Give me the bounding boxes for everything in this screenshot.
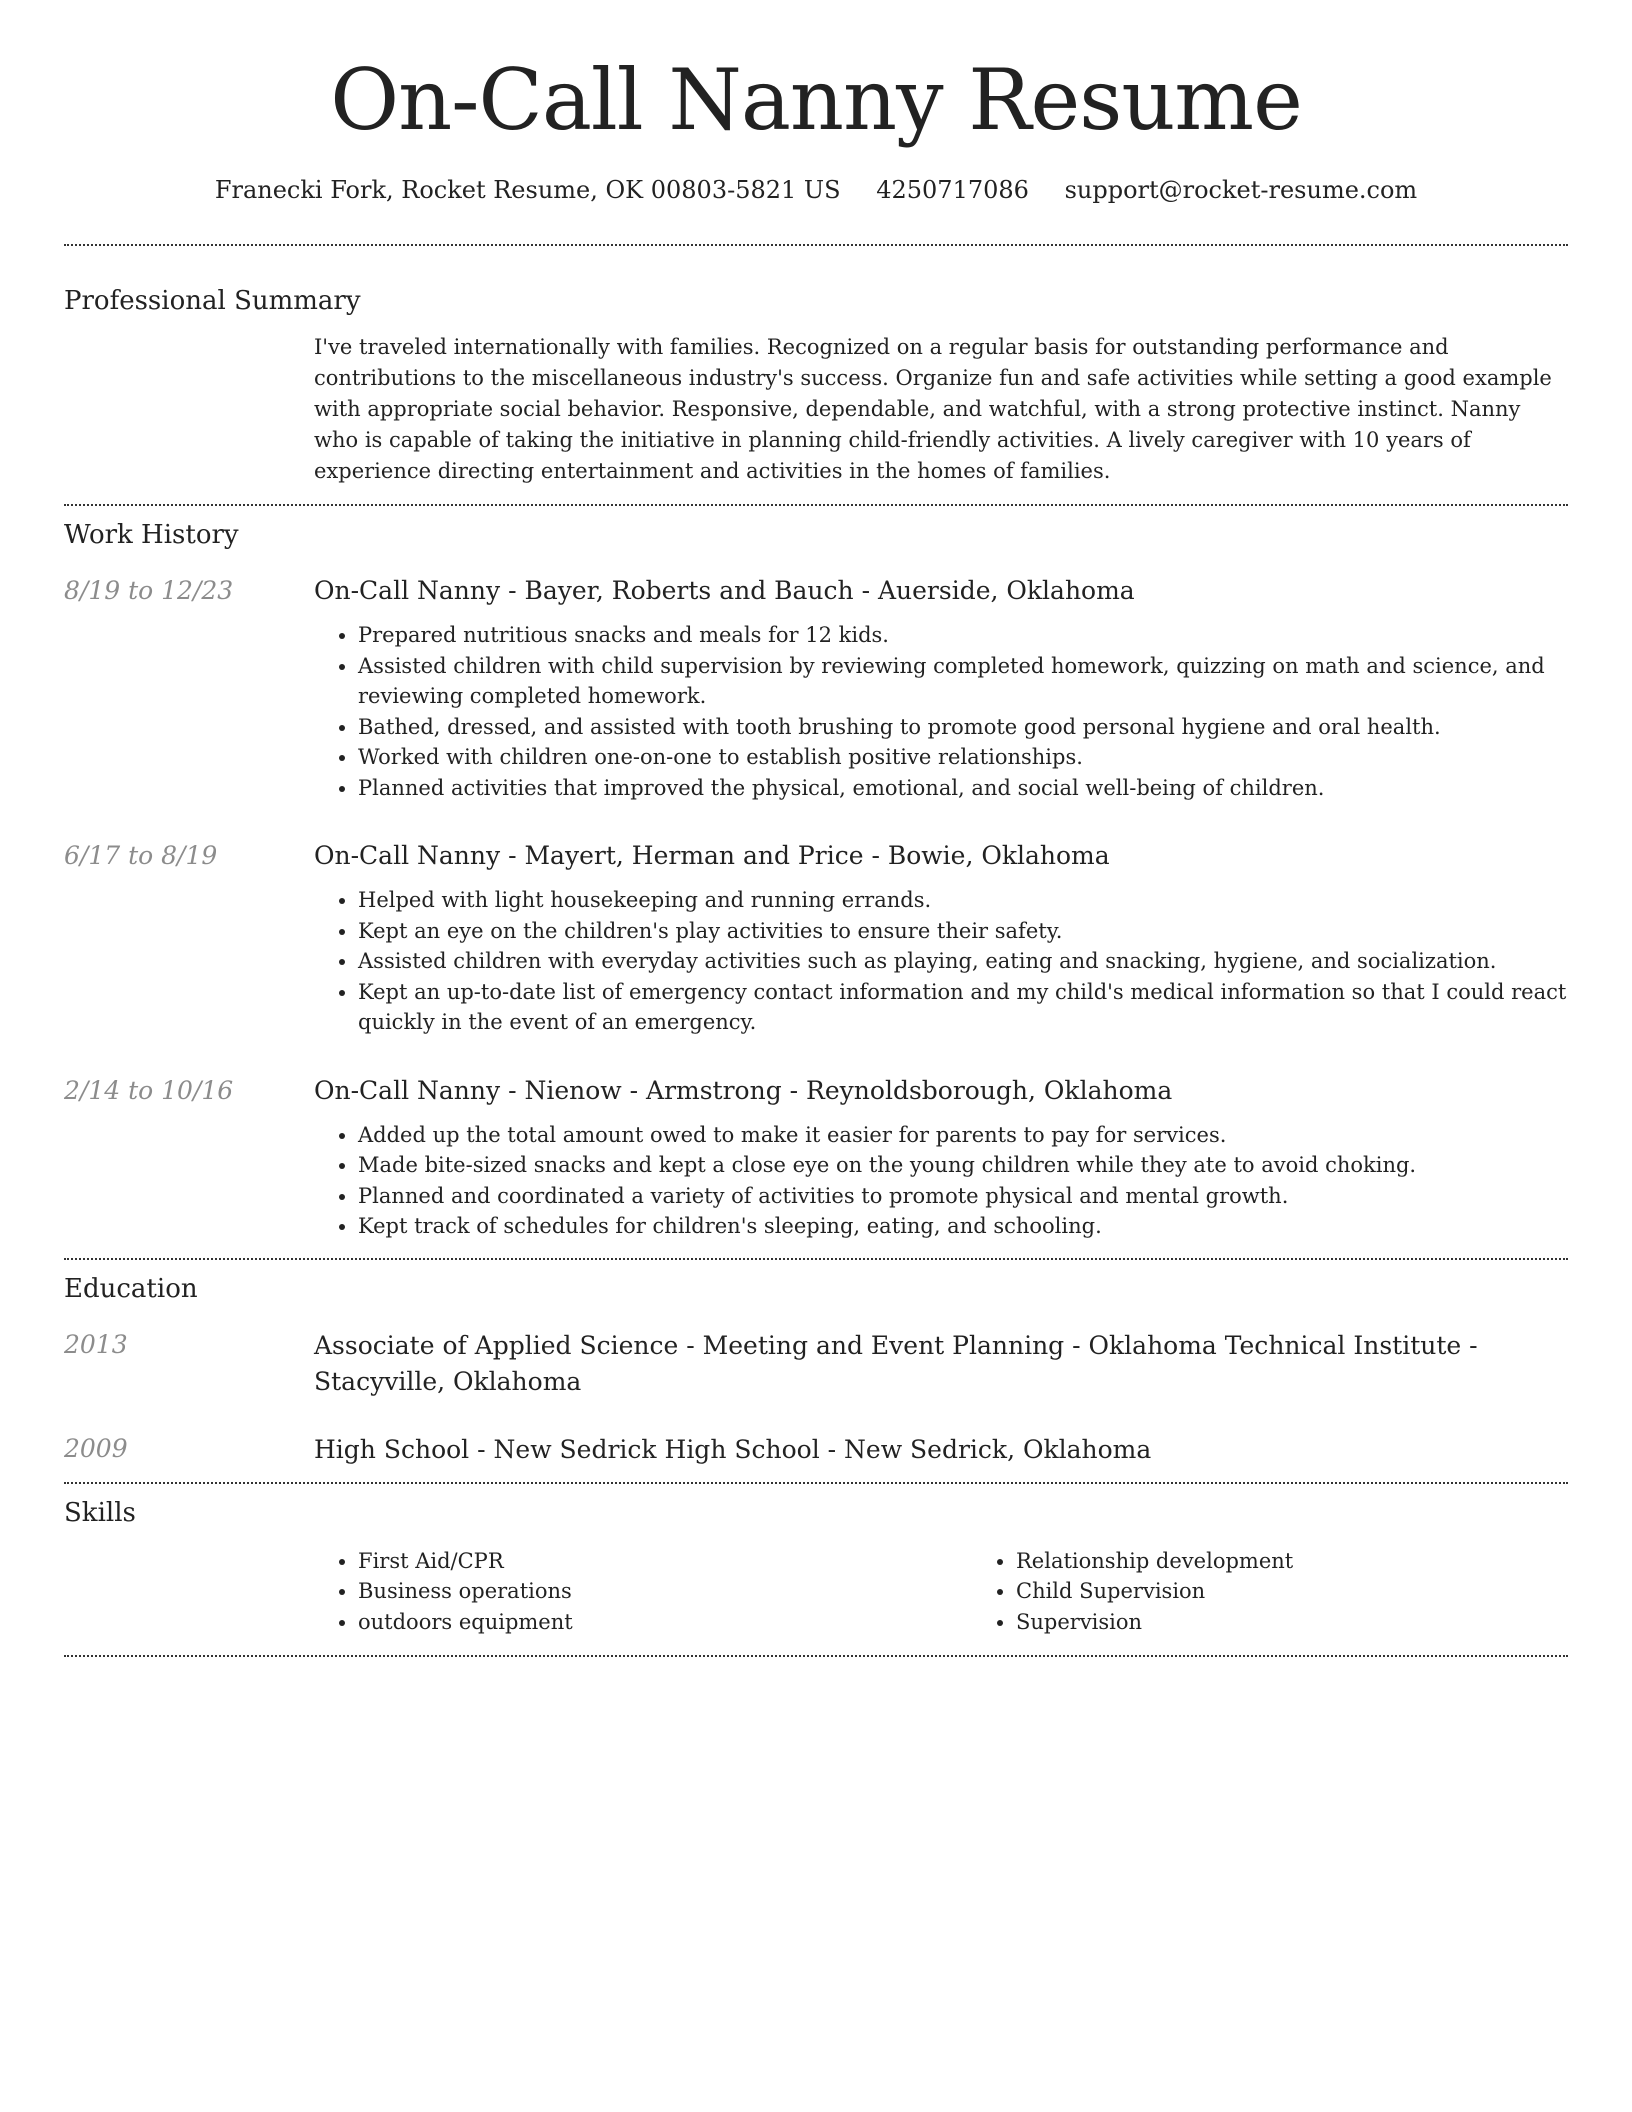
section-heading-education: Education: [64, 1273, 198, 1304]
list-item: • outdoors equipment: [358, 1607, 972, 1638]
list-item: • Assisted children with child supervision by reviewing completed homework, quizzing on math and science, and reviewing completed homework.: [358, 651, 1568, 712]
divider: [64, 244, 1568, 246]
job-title: On-Call Nanny - Mayert, Herman and Price - Bowie, Oklahoma: [314, 841, 1110, 870]
email: support@rocket-resume.com: [1064, 176, 1418, 204]
job-dates: 2/14 to 10/16: [64, 1075, 234, 1105]
degree-name: Associate of Applied Science - Meeting and Event Planning: [314, 1330, 1065, 1360]
list-item: • Made bite-sized snacks and kept a close eye on the young children while they ate to avoid choking.: [358, 1150, 1568, 1181]
skills-row: [64, 1546, 1568, 1638]
list-item: • Child Supervision: [1016, 1576, 1630, 1607]
education-title: [314, 1432, 1568, 1468]
list-item: • First Aid/CPR: [358, 1546, 972, 1577]
list-item: • Kept track of schedules for children's sleeping, eating, and schooling.: [358, 1211, 1568, 1242]
list-item: • Relationship development: [1016, 1546, 1630, 1577]
list-item: • Kept an up-to-date list of emergency contact information and my child's medical information so that I could react quickly in the event of an emergency.: [358, 977, 1568, 1038]
school-details: - New Sedrick High School - New Sedrick, Oklahoma: [469, 1434, 1152, 1464]
job-title: On-Call Nanny - Nienow - Armstrong - Reynoldsborough, Oklahoma: [314, 1075, 1173, 1105]
job-bullets: [314, 885, 1568, 1038]
contact-line: [64, 174, 1568, 206]
list-item: • Planned and coordinated a variety of activities to promote physical and mental growth.: [358, 1181, 1568, 1212]
divider: [64, 1655, 1568, 1657]
job-dates: 6/17 to 8/19: [64, 841, 218, 870]
phone: 4250717086: [876, 176, 1029, 204]
skills-list: [314, 1546, 1630, 1638]
list-item: • Supervision: [1016, 1607, 1630, 1638]
divider: [64, 1258, 1568, 1260]
list-item: • Planned activities that improved the physical, emotional, and social well-being of children.: [358, 773, 1568, 804]
list-item: • Added up the total amount owed to make it easier for parents to pay for services.: [358, 1120, 1568, 1151]
divider: [64, 1482, 1568, 1484]
education-year: 2009: [64, 1433, 128, 1463]
job-entry: [64, 574, 1568, 803]
list-item: • Assisted children with everyday activities such as playing, eating and snacking, hygiene, and socialization.: [358, 946, 1568, 977]
education-title: [314, 1328, 1568, 1400]
job-bullets: [314, 1120, 1568, 1242]
list-item: • Worked with children one-on-one to establish positive relationships.: [358, 742, 1568, 773]
education-entry: [64, 1432, 1568, 1468]
job-entry: [64, 1074, 1568, 1242]
education-entry: [64, 1328, 1568, 1400]
resume-page: [64, 0, 1568, 1657]
list-item: • Kept an eye on the children's play activities to ensure their safety.: [358, 916, 1568, 947]
job-dates: 8/19 to 12/23: [64, 576, 234, 605]
section-heading-work: Work History: [64, 520, 239, 550]
address: Franecki Fork, Rocket Resume, OK 00803-5821 US: [214, 176, 841, 204]
skills-column: [314, 1546, 972, 1638]
job-title: On-Call Nanny - Bayer, Roberts and Bauch - Auerside, Oklahoma: [314, 576, 1135, 605]
section-heading-summary: Professional Summary: [64, 286, 361, 316]
school-details: - Oklahoma Technical Institute - Stacyville, Oklahoma: [314, 1330, 1478, 1396]
page-title: On-Call Nanny Resume: [330, 51, 1302, 149]
section-heading-skills: Skills: [64, 1497, 136, 1528]
list-item: • Business operations: [358, 1576, 972, 1607]
job-bullets: [314, 620, 1568, 803]
education-year: 2013: [64, 1329, 128, 1359]
list-item: • Helped with light housekeeping and running errands.: [358, 885, 1568, 916]
summary-row: [64, 332, 1568, 487]
job-entry: [64, 839, 1568, 1038]
summary-text: I've traveled internationally with families. Recognized on a regular basis for outstanding performance and contributions to the miscellaneous industry's success. Organize fun and safe activities while setting a good example with appropriate social behavior. Responsive, dependable, and watchful, with a strong protective instinct. Nanny who is capable of taking the initiative in planning child-friendly activities. A lively caregiver with 10 years of experience directing entertainment and activities in the homes of families.: [314, 335, 1552, 483]
list-item: • Bathed, dressed, and assisted with tooth brushing to promote good personal hygiene and oral health.: [358, 712, 1568, 743]
list-item: • Prepared nutritious snacks and meals for 12 kids.: [358, 620, 1568, 651]
skills-column: [972, 1546, 1630, 1638]
divider: [64, 504, 1568, 506]
degree-name: High School: [314, 1434, 470, 1464]
